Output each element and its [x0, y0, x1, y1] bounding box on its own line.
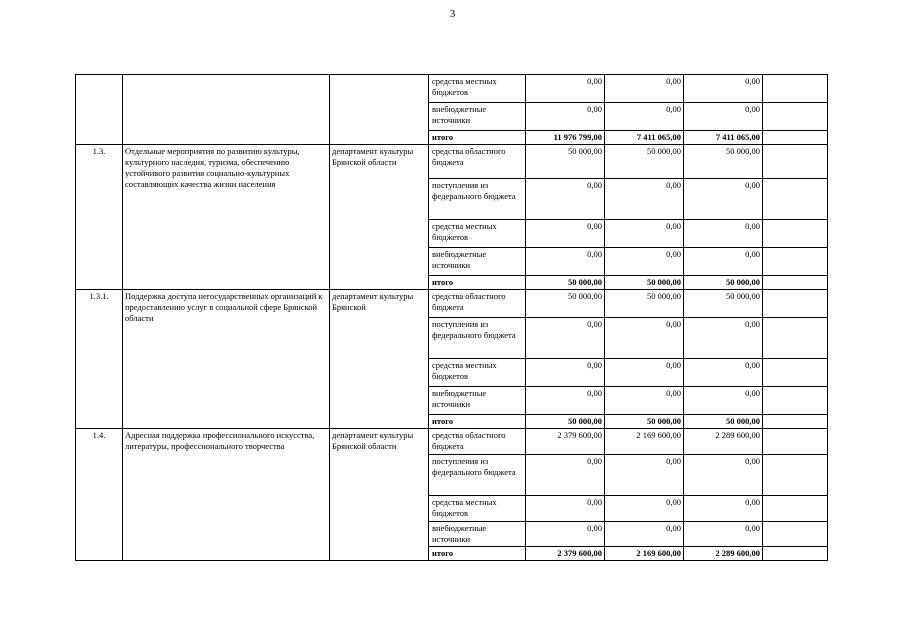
table-row — [76, 290, 828, 318]
value-cell: 0,00 — [526, 387, 605, 415]
value-cell: 0,00 — [605, 103, 684, 131]
table-row — [76, 75, 828, 103]
executor-cell: департамент культуры Брянской области — [330, 429, 429, 561]
source-cell: средства областного бюджета — [429, 290, 526, 318]
value-cell: 0,00 — [526, 179, 605, 220]
empty-cell — [763, 318, 828, 359]
value-cell: 0,00 — [684, 359, 763, 387]
value-cell: 0,00 — [605, 359, 684, 387]
code-cell: 1.3.1. — [76, 290, 123, 429]
empty-cell — [763, 220, 828, 248]
code-cell: 1.4. — [76, 429, 123, 561]
title-cell: Адресная поддержка профессионального искусства, литературы, профессионального творчества — [123, 429, 330, 561]
value-cell: 50 000,00 — [605, 415, 684, 429]
value-cell: 50 000,00 — [526, 276, 605, 290]
value-cell: 50 000,00 — [526, 290, 605, 318]
value-cell: 50 000,00 — [605, 290, 684, 318]
source-cell: итого — [429, 415, 526, 429]
empty-cell — [763, 522, 828, 547]
empty-cell — [763, 455, 828, 496]
value-cell: 0,00 — [684, 387, 763, 415]
value-cell: 0,00 — [605, 455, 684, 496]
page-number: 3 — [449, 8, 456, 20]
source-cell: внебюджетные источники — [429, 387, 526, 415]
value-cell: 0,00 — [526, 496, 605, 522]
value-cell: 2 289 600,00 — [684, 429, 763, 455]
source-cell: средства местных бюджетов — [429, 75, 526, 103]
code-cell: 1.3. — [76, 145, 123, 290]
value-cell: 0,00 — [605, 220, 684, 248]
value-cell: 0,00 — [526, 318, 605, 359]
value-cell: 50 000,00 — [684, 415, 763, 429]
source-cell: итого — [429, 276, 526, 290]
empty-cell — [763, 290, 828, 318]
empty-cell — [763, 359, 828, 387]
empty-cell — [763, 547, 828, 561]
value-cell: 2 379 600,00 — [526, 547, 605, 561]
source-cell: внебюджетные источники — [429, 522, 526, 547]
source-cell: внебюджетные источники — [429, 248, 526, 276]
value-cell: 50 000,00 — [526, 415, 605, 429]
value-cell: 0,00 — [684, 522, 763, 547]
value-cell: 2 379 600,00 — [526, 429, 605, 455]
value-cell: 0,00 — [605, 75, 684, 103]
source-cell: средства местных бюджетов — [429, 220, 526, 248]
budget-table — [75, 74, 828, 561]
empty-cell — [763, 415, 828, 429]
table-row — [76, 145, 828, 179]
value-cell: 7 411 065,00 — [684, 131, 763, 145]
source-cell: поступления из федерального бюджета — [429, 318, 526, 359]
executor-cell — [330, 75, 429, 145]
source-cell: итого — [429, 547, 526, 561]
source-cell: внебюджетные источники — [429, 103, 526, 131]
empty-cell — [763, 248, 828, 276]
value-cell: 11 976 799,00 — [526, 131, 605, 145]
executor-cell: департамент культуры Брянской — [330, 290, 429, 429]
empty-cell — [763, 103, 828, 131]
value-cell: 0,00 — [605, 318, 684, 359]
value-cell: 0,00 — [526, 522, 605, 547]
empty-cell — [763, 75, 828, 103]
empty-cell — [763, 429, 828, 455]
code-cell — [76, 75, 123, 145]
value-cell: 0,00 — [605, 496, 684, 522]
value-cell: 2 289 600,00 — [684, 547, 763, 561]
value-cell: 0,00 — [684, 220, 763, 248]
value-cell: 0,00 — [684, 455, 763, 496]
value-cell: 0,00 — [684, 248, 763, 276]
empty-cell — [763, 496, 828, 522]
title-cell: Поддержка доступа негосударственных организаций к предоставлению услуг в социальной сфере Брянской области — [123, 290, 330, 429]
value-cell: 50 000,00 — [526, 145, 605, 179]
value-cell: 50 000,00 — [605, 145, 684, 179]
value-cell: 0,00 — [526, 103, 605, 131]
value-cell: 0,00 — [684, 496, 763, 522]
value-cell: 0,00 — [605, 248, 684, 276]
value-cell: 50 000,00 — [684, 290, 763, 318]
value-cell: 0,00 — [526, 220, 605, 248]
empty-cell — [763, 276, 828, 290]
source-cell: итого — [429, 131, 526, 145]
source-cell: поступления из федерального бюджета — [429, 455, 526, 496]
value-cell: 0,00 — [684, 75, 763, 103]
value-cell: 50 000,00 — [605, 276, 684, 290]
value-cell: 0,00 — [526, 455, 605, 496]
value-cell: 50 000,00 — [684, 276, 763, 290]
source-cell: средства областного бюджета — [429, 429, 526, 455]
value-cell: 2 169 600,00 — [605, 429, 684, 455]
executor-cell: департамент культуры Брянской области — [330, 145, 429, 290]
value-cell: 0,00 — [684, 103, 763, 131]
source-cell: средства местных бюджетов — [429, 359, 526, 387]
value-cell: 0,00 — [684, 179, 763, 220]
empty-cell — [763, 387, 828, 415]
value-cell: 7 411 065,00 — [605, 131, 684, 145]
value-cell: 0,00 — [605, 387, 684, 415]
value-cell: 0,00 — [684, 318, 763, 359]
source-cell: средства областного бюджета — [429, 145, 526, 179]
value-cell: 0,00 — [526, 359, 605, 387]
source-cell: поступления из федерального бюджета — [429, 179, 526, 220]
source-cell: средства местных бюджетов — [429, 496, 526, 522]
empty-cell — [763, 131, 828, 145]
value-cell: 0,00 — [526, 248, 605, 276]
title-cell — [123, 75, 330, 145]
empty-cell — [763, 145, 828, 179]
value-cell: 0,00 — [605, 179, 684, 220]
value-cell: 50 000,00 — [684, 145, 763, 179]
title-cell: Отдельные мероприятия по развитию культуры, культурного наследия, туризма, обеспечению устойчивого развития социально-культурных составляющих качества жизни населения — [123, 145, 330, 290]
value-cell: 0,00 — [605, 522, 684, 547]
table-row — [76, 429, 828, 455]
empty-cell — [763, 179, 828, 220]
value-cell: 2 169 600,00 — [605, 547, 684, 561]
value-cell: 0,00 — [526, 75, 605, 103]
